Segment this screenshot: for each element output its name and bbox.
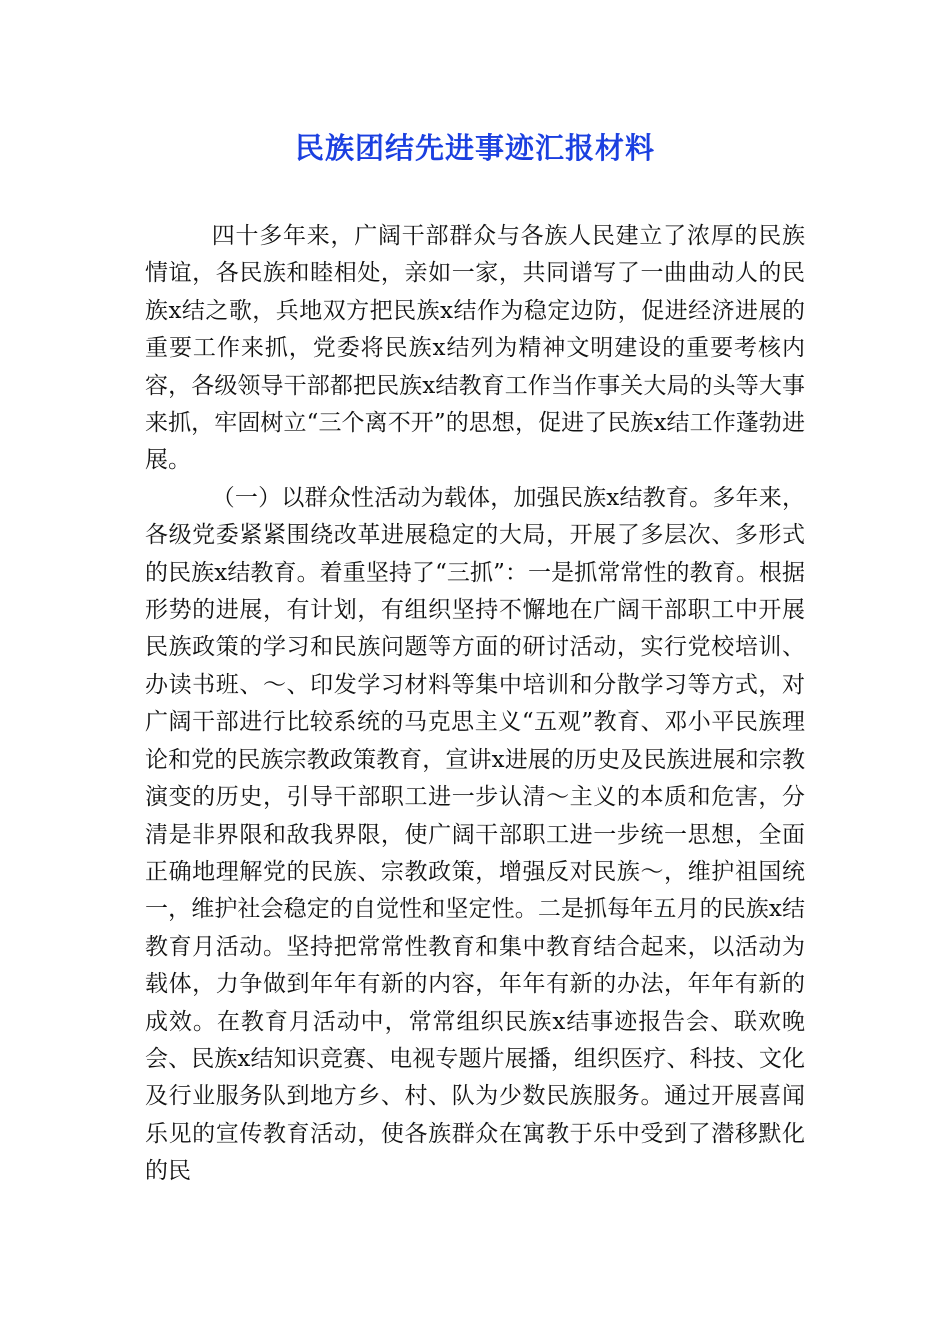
document-body	[145, 218, 805, 1191]
document-title: 民族团结先进事迹汇报材料	[294, 131, 655, 165]
paragraph-section-one: （一）以群众性活动为载体，加强民族x结教育。多年来，各级党委紧紧围绕改革进展稳定的大局，开展了多层次、多形式的民族x结教育。着重坚持了“三抓”：一是抓常常性的教育。根据形势的进展，有计划，有组织坚持不懈地在广阔干部职工中开展民族政策的学习和民族问题等方面的研讨活动，实行党校培训、办读书班、～、印发学习材料等集中培训和分散学习等方式，对广阔干部进行比较系统的马克思主义“五观”教育、邓小平民族理论和党的民族宗教政策教育，宣讲x进展的历史及民族进展和宗教演变的历史，引导干部职工进一步认清～主义的本质和危害，分清是非界限和敌我界限，使广阔干部职工进一步统一思想，全面正确地理解党的民族、宗教政策，增强反对民族～，维护祖国统一，维护社会稳定的自觉性和坚定性。二是抓每年五月的民族x结教育月活动。坚持把常常性教育和集中教育结合起来，以活动为载体，力争做到年年有新的内容，年年有新的办法，年年有新的成效。在教育月活动中，常常组织民族x结事迹报告会、联欢晚会、民族x结知识竞赛、电视专题片展播，组织医疗、科技、文化及行业服务队到地方乡、村、队为少数民族服务。通过开展喜闻乐见的宣传教育活动，使各族群众在寓教于乐中受到了潜移默化的民	[145, 484, 805, 1185]
paragraph-intro: 四十多年来，广阔干部群众与各族人民建立了浓厚的民族情谊，各民族和睦相处，亲如一家，共同谱写了一曲曲动人的民族x结之歌，兵地双方把民族x结作为稳定边防，促进经济进展的重要工作来抓，党委将民族x结列为精神文明建设的重要考核内容，各级领导干部都把民族x结教育工作当作事关大局的头等大事来抓，牢固树立“三个离不开”的思想，促进了民族x结工作蓬勃进展。	[145, 223, 805, 474]
